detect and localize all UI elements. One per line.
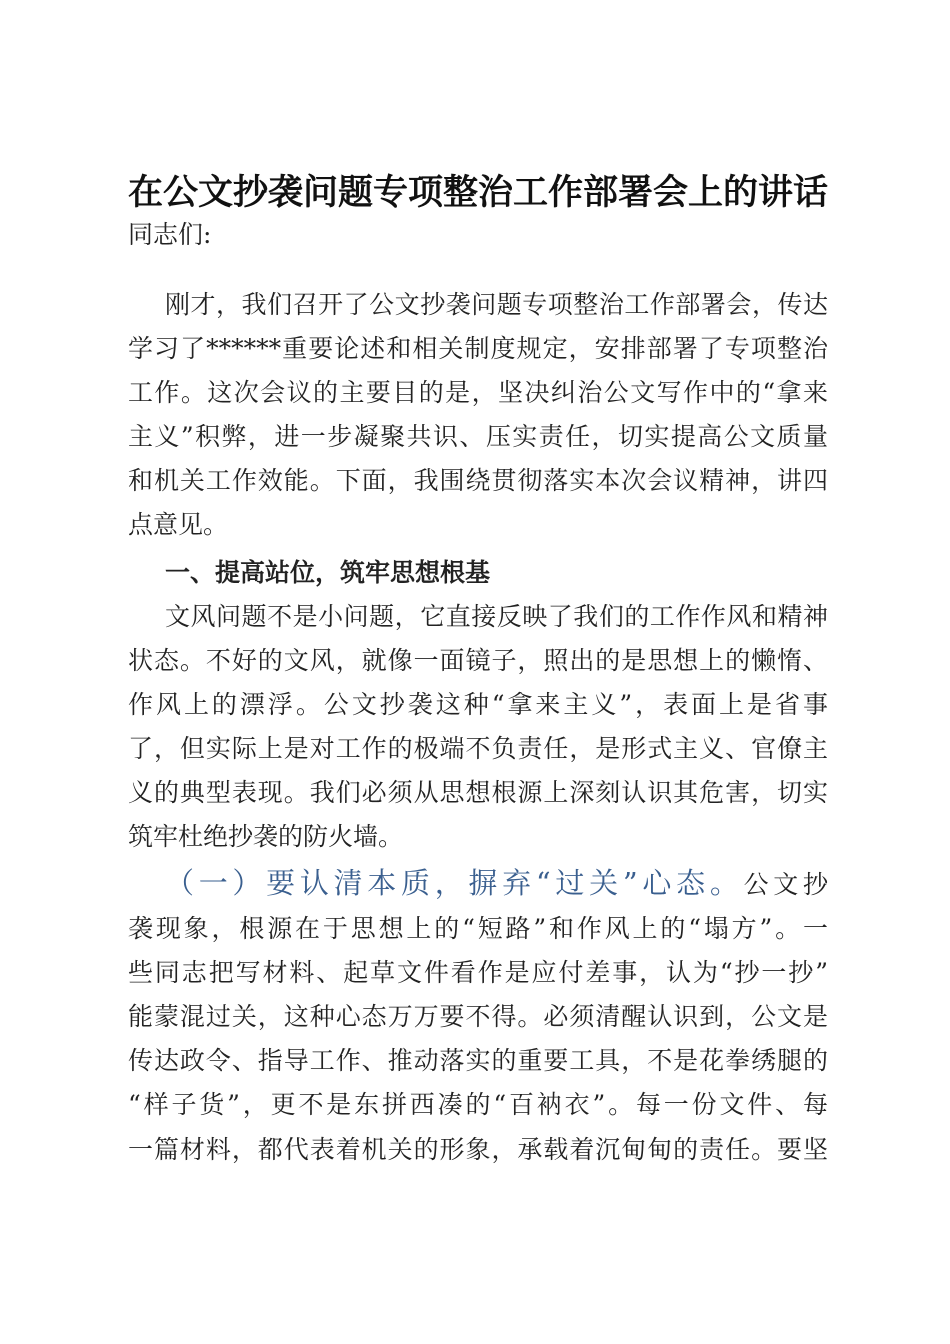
text-line: 文风问题不是小问题，它直接反映了我们的工作作风和精神 <box>165 602 828 631</box>
subsection-heading: （一）要认清本质，摒弃“过关”心态。 <box>165 866 744 900</box>
subsection-heading-line <box>165 868 828 900</box>
text-line: 学习了******重要论述和相关制度规定，安排部署了专项整治 <box>128 334 828 363</box>
text-line: 了，但实际上是对工作的极端不负责任，是形式主义、官僚主 <box>128 734 828 763</box>
text-line: 点意见。 <box>128 510 229 539</box>
text-line: 主义”积弊，进一步凝聚共识、压实责任，切实提高公文质量 <box>128 422 828 451</box>
text-line: 些同志把写材料、起草文件看作是应付差事，认为“抄一抄” <box>128 958 828 987</box>
text-line: “样子货”，更不是东拼西凑的“百衲衣”。每一份文件、每 <box>128 1090 828 1119</box>
text-line: 传达政令、指导工作、推动落实的重要工具，不是花拳绣腿的 <box>128 1046 828 1075</box>
text-line: 工作。这次会议的主要目的是，坚决纠治公文写作中的“拿来 <box>128 378 828 407</box>
text-line: 作风上的漂浮。公文抄袭这种“拿来主义”，表面上是省事 <box>128 690 828 719</box>
salutation: 同志们: <box>128 220 212 249</box>
section-heading: 一、提高站位，筑牢思想根基 <box>165 558 491 587</box>
text-line: 和机关工作效能。下面，我围绕贯彻落实本次会议精神，讲四 <box>128 466 828 495</box>
text-line: 状态。不好的文风，就像一面镜子，照出的是思想上的懒惰、 <box>128 646 828 675</box>
text-line: 筑牢杜绝抄袭的防火墙。 <box>128 822 404 851</box>
document-title: 在公文抄袭问题专项整治工作部署会上的讲话 <box>128 172 829 213</box>
text-line: 袭现象，根源在于思想上的“短路”和作风上的“塌方”。一 <box>128 914 828 943</box>
text-fragment: 公文抄 <box>743 870 828 899</box>
text-line: 刚才，我们召开了公文抄袭问题专项整治工作部署会，传达 <box>165 290 828 319</box>
text-line: 一篇材料，都代表着机关的形象，承载着沉甸甸的责任。要坚 <box>128 1135 828 1164</box>
text-line: 义的典型表现。我们必须从思想根源上深刻认识其危害，切实 <box>128 778 828 807</box>
text-line: 能蒙混过关，这种心态万万要不得。必须清醒认识到，公文是 <box>128 1002 828 1031</box>
